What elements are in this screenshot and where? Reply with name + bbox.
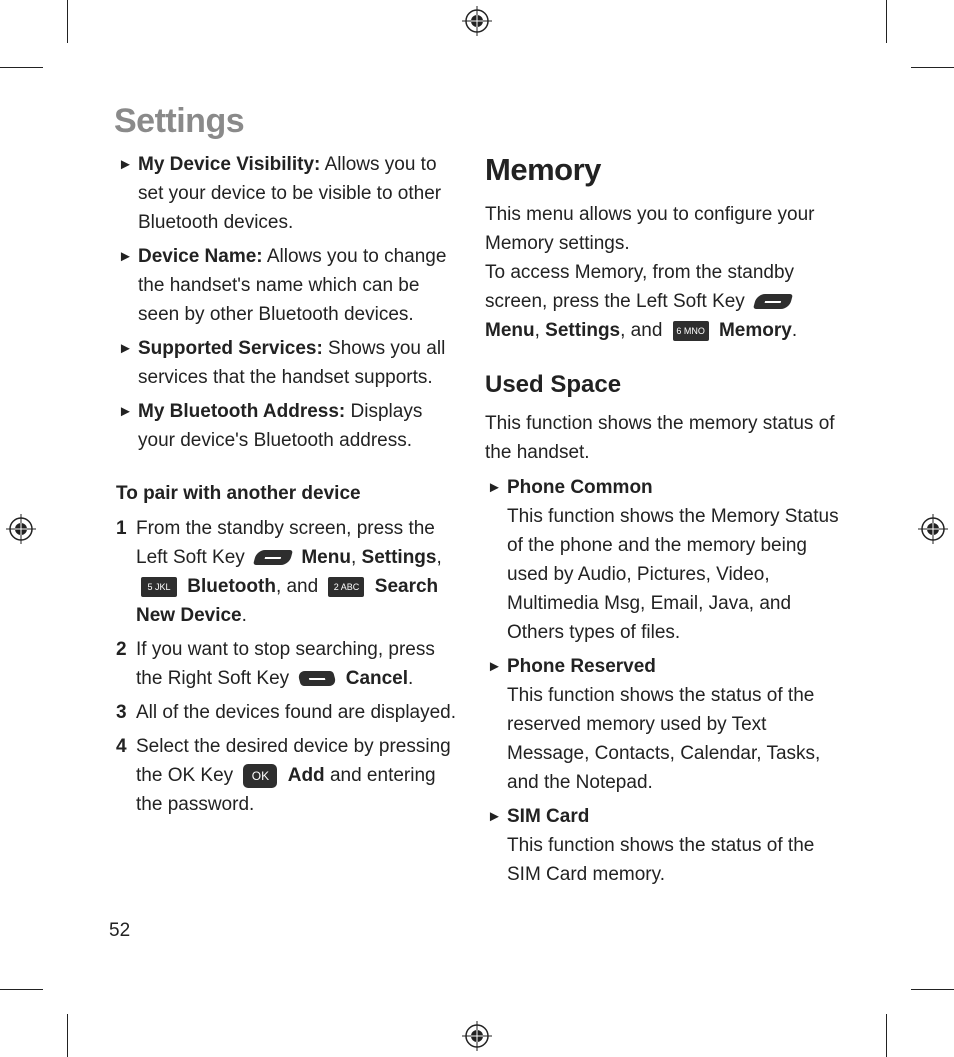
memory-access (485, 258, 845, 345)
search-new-device-label: Search New Device (136, 576, 439, 626)
step-item (116, 698, 461, 727)
bullet-text: Shows you all services that the handset supports. (138, 338, 446, 388)
page-title: Settings (114, 102, 245, 140)
add-label: Add (287, 765, 325, 786)
crop-mark-bottom-left-v (67, 1014, 68, 1057)
item-text: This function shows the status of the SIM Card memory. (507, 835, 815, 885)
punctuation: . (408, 668, 414, 689)
step-text: and entering the password. (136, 765, 436, 815)
bullet-label: Device Name: (138, 246, 263, 267)
list-item (116, 334, 461, 392)
registration-mark-icon (6, 514, 36, 544)
menu-label: Menu (485, 320, 535, 341)
bullet-text: Displays your device's Bluetooth address. (138, 401, 423, 451)
step-number: 4 (116, 736, 127, 757)
used-space-text: This function shows the memory status of the handset. (485, 413, 835, 463)
step-text: Select the desired device by pressing the OK Key (136, 736, 451, 786)
list-item (116, 150, 461, 237)
step-text: If you want to stop searching, press the Right Soft Key (136, 639, 435, 689)
item-label: SIM Card (507, 806, 590, 827)
step-number: 2 (116, 639, 127, 660)
crop-mark-bottom-right-v (886, 1014, 887, 1057)
pair-heading: To pair with another device (116, 483, 361, 504)
arrow-right-icon: ► (118, 156, 133, 173)
list-item (116, 397, 461, 455)
registration-mark-icon (918, 514, 948, 544)
key-5-icon: 5 JKL (141, 577, 177, 597)
crop-mark-top-left-h (0, 67, 43, 68)
step-item (116, 635, 461, 693)
left-soft-key-icon (753, 294, 793, 309)
step-item (116, 514, 461, 630)
right-soft-key-icon (297, 671, 337, 686)
item-text: This function shows the status of the reserved memory used by Text Message, Contacts, Calendar, Tasks, and the Notepad. (507, 685, 821, 793)
bullet-text: Allows you to set your device to be visible to other Bluetooth devices. (138, 154, 442, 233)
list-item (485, 473, 845, 647)
arrow-right-icon: ► (487, 658, 502, 675)
settings-label: Settings (545, 320, 621, 341)
bullet-label: My Device Visibility: (138, 154, 321, 175)
item-label: Phone Common (507, 477, 653, 498)
punctuation: , (534, 320, 540, 341)
registration-mark-icon (462, 6, 492, 36)
punctuation: , (350, 547, 362, 568)
punctuation: , (436, 547, 442, 568)
punctuation: . (241, 605, 247, 626)
memory-label: Memory (718, 320, 792, 341)
list-item (485, 802, 845, 889)
step-number: 1 (116, 518, 127, 539)
arrow-right-icon: ► (118, 403, 133, 420)
step-item (116, 732, 461, 819)
conjunction: , and (275, 576, 319, 597)
arrow-right-icon: ► (118, 340, 133, 357)
memory-intro: This menu allows you to configure your Memory settings. (485, 204, 815, 254)
arrow-right-icon: ► (487, 808, 502, 825)
arrow-right-icon: ► (118, 248, 133, 265)
left-soft-key-icon (253, 550, 293, 565)
bluetooth-label: Bluetooth (187, 576, 276, 597)
arrow-right-icon: ► (487, 479, 502, 496)
right-column (485, 150, 845, 894)
item-label: Phone Reserved (507, 656, 656, 677)
punctuation: . (791, 320, 798, 341)
crop-mark-bottom-left-h (0, 989, 43, 990)
item-text: This function shows the Memory Status of the phone and the memory being used by Audio, Pictures, Video, Multimedia Msg, Email, Java, and Others types of files. (507, 506, 839, 643)
memory-heading: Memory (485, 152, 601, 187)
access-text: To access Memory, from the standby screen, press the Left Soft Key (485, 262, 795, 312)
left-column (116, 150, 461, 824)
bullet-text: Allows you to change the handset's name which can be seen by other Bluetooth devices. (138, 246, 447, 325)
menu-label: Menu (301, 547, 351, 568)
ok-key-icon: OK (243, 764, 277, 788)
page-number: 52 (109, 920, 131, 941)
step-text: From the standby screen, press the Left Soft Key (136, 518, 435, 568)
crop-mark-top-right-v (886, 0, 887, 43)
crop-mark-top-left-v (67, 0, 68, 43)
used-space-heading: Used Space (485, 371, 622, 398)
key-6-icon: 6 MNO (673, 321, 709, 341)
settings-label: Settings (361, 547, 437, 568)
conjunction: , and (620, 320, 663, 341)
list-item (116, 242, 461, 329)
bullet-label: Supported Services: (138, 338, 323, 359)
cancel-label: Cancel (345, 668, 409, 689)
crop-mark-bottom-right-h (911, 989, 954, 990)
step-text: All of the devices found are displayed. (136, 702, 457, 723)
crop-mark-top-right-h (911, 67, 954, 68)
registration-mark-icon (462, 1021, 492, 1051)
key-2-icon: 2 ABC (328, 577, 364, 597)
bullet-label: My Bluetooth Address: (138, 401, 346, 422)
step-number: 3 (116, 702, 127, 723)
list-item (485, 652, 845, 797)
